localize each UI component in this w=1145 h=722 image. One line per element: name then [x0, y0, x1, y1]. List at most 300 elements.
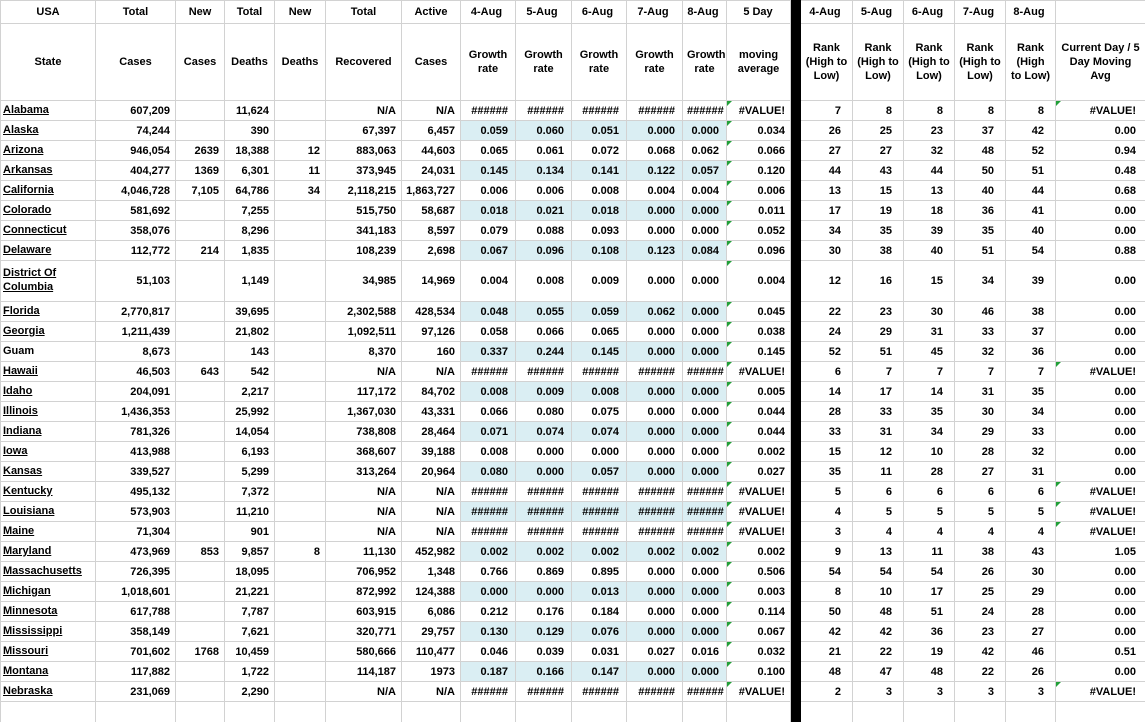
- rank-5aug-cell[interactable]: 23: [853, 302, 904, 322]
- rank-7aug-cell[interactable]: 42: [955, 642, 1006, 662]
- current-day-ratio-cell[interactable]: 0.00: [1056, 562, 1145, 582]
- header-5day-l1[interactable]: 5 Day: [727, 1, 791, 24]
- growth-rate-6aug-cell[interactable]: 0.018: [572, 201, 627, 221]
- rank-6aug-cell[interactable]: 8: [904, 101, 955, 121]
- rank-7aug-cell[interactable]: 46: [955, 302, 1006, 322]
- total-cases-cell[interactable]: 117,882: [96, 662, 176, 682]
- new-deaths-cell[interactable]: [275, 121, 326, 141]
- rank-6aug-cell[interactable]: 51: [904, 602, 955, 622]
- active-cases-cell[interactable]: N/A: [402, 502, 461, 522]
- rank-6aug-cell[interactable]: 30: [904, 302, 955, 322]
- growth-rate-6aug-cell[interactable]: 0.184: [572, 602, 627, 622]
- rank-6aug-cell[interactable]: 14: [904, 382, 955, 402]
- growth-rate-5aug-cell[interactable]: 0.061: [516, 141, 572, 161]
- rank-8aug-cell[interactable]: 42: [1006, 121, 1056, 141]
- growth-rate-7aug-cell[interactable]: 0.000: [627, 422, 683, 442]
- growth-rate-7aug-cell[interactable]: 0.000: [627, 402, 683, 422]
- rank-7aug-cell[interactable]: 5: [955, 502, 1006, 522]
- growth-rate-4aug-cell[interactable]: 0.066: [461, 402, 516, 422]
- header-growth-rate-5[interactable]: Growth rate: [683, 24, 727, 101]
- recovered-cell[interactable]: 2,302,588: [326, 302, 402, 322]
- total-deaths-cell[interactable]: 542: [225, 362, 275, 382]
- header-growth-date-7aug[interactable]: 7-Aug: [627, 1, 683, 24]
- header-rank-5[interactable]: Rank (High to Low): [1006, 24, 1056, 101]
- total-cases-cell[interactable]: 946,054: [96, 141, 176, 161]
- rank-5aug-cell[interactable]: 7: [853, 362, 904, 382]
- growth-rate-6aug-cell[interactable]: 0.147: [572, 662, 627, 682]
- growth-rate-7aug-cell[interactable]: 0.000: [627, 261, 683, 302]
- rank-5aug-cell[interactable]: 47: [853, 662, 904, 682]
- total-cases-cell[interactable]: 701,602: [96, 642, 176, 662]
- rank-6aug-cell[interactable]: 7: [904, 362, 955, 382]
- state-link[interactable]: Minnesota: [3, 605, 57, 617]
- rank-7aug-cell[interactable]: 29: [955, 422, 1006, 442]
- rank-4aug-cell[interactable]: 27: [801, 141, 853, 161]
- rank-7aug-cell[interactable]: 27: [955, 462, 1006, 482]
- rank-5aug-cell[interactable]: 29: [853, 322, 904, 342]
- rank-6aug-cell[interactable]: 28: [904, 462, 955, 482]
- total-deaths-cell[interactable]: 6,193: [225, 442, 275, 462]
- state-link[interactable]: Kentucky: [3, 485, 53, 497]
- growth-rate-7aug-cell[interactable]: ######: [627, 682, 683, 702]
- active-cases-cell[interactable]: 97,126: [402, 322, 461, 342]
- rank-4aug-cell[interactable]: 6: [801, 362, 853, 382]
- header-rank-3[interactable]: Rank (High to Low): [904, 24, 955, 101]
- recovered-cell[interactable]: 515,750: [326, 201, 402, 221]
- rank-6aug-cell[interactable]: 6: [904, 482, 955, 502]
- rank-8aug-cell[interactable]: 27: [1006, 622, 1056, 642]
- total-cases-cell[interactable]: 358,076: [96, 221, 176, 241]
- total-cases-cell[interactable]: 781,326: [96, 422, 176, 442]
- state-cell[interactable]: [1, 522, 96, 542]
- rank-5aug-cell[interactable]: 27: [853, 141, 904, 161]
- rank-4aug-cell[interactable]: 21: [801, 642, 853, 662]
- growth-rate-4aug-cell[interactable]: 0.145: [461, 161, 516, 181]
- growth-rate-6aug-cell[interactable]: 0.013: [572, 582, 627, 602]
- state-link[interactable]: Arizona: [3, 144, 43, 156]
- growth-rate-8aug-cell[interactable]: 0.057: [683, 161, 727, 181]
- new-cases-cell[interactable]: [176, 622, 225, 642]
- rank-6aug-cell[interactable]: 31: [904, 322, 955, 342]
- rank-8aug-cell[interactable]: 30: [1006, 562, 1056, 582]
- new-cases-cell[interactable]: 2639: [176, 141, 225, 161]
- growth-rate-6aug-cell[interactable]: ######: [572, 502, 627, 522]
- moving-average-cell[interactable]: 0.034: [727, 121, 791, 141]
- rank-7aug-cell[interactable]: 30: [955, 402, 1006, 422]
- rank-5aug-cell[interactable]: 42: [853, 622, 904, 642]
- current-day-ratio-cell[interactable]: 0.00: [1056, 261, 1145, 302]
- growth-rate-8aug-cell[interactable]: 0.000: [683, 602, 727, 622]
- state-cell[interactable]: [1, 342, 96, 362]
- total-cases-cell[interactable]: 617,788: [96, 602, 176, 622]
- new-deaths-cell[interactable]: [275, 442, 326, 462]
- rank-5aug-cell[interactable]: 11: [853, 462, 904, 482]
- recovered-cell[interactable]: 108,239: [326, 241, 402, 261]
- new-deaths-cell[interactable]: [275, 302, 326, 322]
- growth-rate-8aug-cell[interactable]: ######: [683, 362, 727, 382]
- header-currentday-ratio[interactable]: Current Day / 5 Day Moving Avg: [1056, 24, 1145, 101]
- header-rank-4[interactable]: Rank (High to Low): [955, 24, 1006, 101]
- new-deaths-cell[interactable]: [275, 682, 326, 702]
- growth-rate-4aug-cell[interactable]: 0.046: [461, 642, 516, 662]
- current-day-ratio-cell[interactable]: 0.88: [1056, 241, 1145, 261]
- state-link[interactable]: Massachusetts: [3, 565, 82, 577]
- rank-7aug-cell[interactable]: 31: [955, 382, 1006, 402]
- moving-average-cell[interactable]: 0.145: [727, 342, 791, 362]
- growth-rate-5aug-cell[interactable]: 0.096: [516, 241, 572, 261]
- growth-rate-6aug-cell[interactable]: 0.076: [572, 622, 627, 642]
- current-day-ratio-cell[interactable]: 0.51: [1056, 642, 1145, 662]
- growth-rate-4aug-cell[interactable]: 0.212: [461, 602, 516, 622]
- growth-rate-8aug-cell[interactable]: 0.000: [683, 221, 727, 241]
- moving-average-cell[interactable]: 0.052: [727, 221, 791, 241]
- rank-4aug-cell[interactable]: 13: [801, 181, 853, 201]
- moving-average-cell[interactable]: #VALUE!: [727, 502, 791, 522]
- new-cases-cell[interactable]: [176, 201, 225, 221]
- state-link[interactable]: Arkansas: [3, 164, 53, 176]
- rank-5aug-cell[interactable]: 35: [853, 221, 904, 241]
- rank-6aug-cell[interactable]: 10: [904, 442, 955, 462]
- rank-4aug-cell[interactable]: 5: [801, 482, 853, 502]
- new-deaths-cell[interactable]: [275, 622, 326, 642]
- state-cell[interactable]: [1, 622, 96, 642]
- total-deaths-cell[interactable]: 11,210: [225, 502, 275, 522]
- new-deaths-cell[interactable]: [275, 101, 326, 121]
- new-cases-cell[interactable]: 643: [176, 362, 225, 382]
- total-deaths-cell[interactable]: 1,149: [225, 261, 275, 302]
- state-link[interactable]: Mississippi: [3, 625, 62, 637]
- growth-rate-5aug-cell[interactable]: ######: [516, 101, 572, 121]
- header-rank-date-4aug[interactable]: 4-Aug: [801, 1, 853, 24]
- state-link[interactable]: District Of Columbia: [3, 267, 56, 293]
- state-link[interactable]: Louisiana: [3, 505, 54, 517]
- growth-rate-6aug-cell[interactable]: 0.074: [572, 422, 627, 442]
- moving-average-cell[interactable]: #VALUE!: [727, 522, 791, 542]
- rank-5aug-cell[interactable]: 5: [853, 502, 904, 522]
- total-cases-cell[interactable]: 473,969: [96, 542, 176, 562]
- new-deaths-cell[interactable]: [275, 201, 326, 221]
- new-cases-cell[interactable]: [176, 101, 225, 121]
- rank-7aug-cell[interactable]: 22: [955, 662, 1006, 682]
- new-deaths-cell[interactable]: 34: [275, 181, 326, 201]
- rank-6aug-cell[interactable]: 17: [904, 582, 955, 602]
- recovered-cell[interactable]: N/A: [326, 522, 402, 542]
- new-deaths-cell[interactable]: [275, 462, 326, 482]
- state-link[interactable]: Colorado: [3, 204, 51, 216]
- recovered-cell[interactable]: 1,092,511: [326, 322, 402, 342]
- state-cell[interactable]: [1, 502, 96, 522]
- current-day-ratio-cell[interactable]: 0.94: [1056, 141, 1145, 161]
- moving-average-cell[interactable]: #VALUE!: [727, 482, 791, 502]
- growth-rate-7aug-cell[interactable]: 0.027: [627, 642, 683, 662]
- rank-4aug-cell[interactable]: 52: [801, 342, 853, 362]
- growth-rate-5aug-cell[interactable]: 0.008: [516, 261, 572, 302]
- current-day-ratio-cell[interactable]: 0.00: [1056, 121, 1145, 141]
- active-cases-cell[interactable]: 1973: [402, 662, 461, 682]
- rank-6aug-cell[interactable]: 11: [904, 542, 955, 562]
- recovered-cell[interactable]: 738,808: [326, 422, 402, 442]
- total-deaths-cell[interactable]: 11,624: [225, 101, 275, 121]
- rank-8aug-cell[interactable]: 37: [1006, 322, 1056, 342]
- state-cell[interactable]: [1, 422, 96, 442]
- growth-rate-6aug-cell[interactable]: 0.008: [572, 181, 627, 201]
- rank-4aug-cell[interactable]: 28: [801, 402, 853, 422]
- new-deaths-cell[interactable]: 8: [275, 542, 326, 562]
- growth-rate-6aug-cell[interactable]: ######: [572, 682, 627, 702]
- rank-8aug-cell[interactable]: 44: [1006, 181, 1056, 201]
- state-cell[interactable]: [1, 141, 96, 161]
- rank-8aug-cell[interactable]: 43: [1006, 542, 1056, 562]
- state-cell[interactable]: [1, 602, 96, 622]
- growth-rate-4aug-cell[interactable]: ######: [461, 482, 516, 502]
- growth-rate-7aug-cell[interactable]: 0.000: [627, 622, 683, 642]
- growth-rate-7aug-cell[interactable]: 0.123: [627, 241, 683, 261]
- growth-rate-8aug-cell[interactable]: 0.000: [683, 582, 727, 602]
- growth-rate-5aug-cell[interactable]: 0.006: [516, 181, 572, 201]
- rank-4aug-cell[interactable]: 15: [801, 442, 853, 462]
- rank-7aug-cell[interactable]: 48: [955, 141, 1006, 161]
- new-cases-cell[interactable]: [176, 562, 225, 582]
- new-cases-cell[interactable]: [176, 522, 225, 542]
- growth-rate-8aug-cell[interactable]: 0.084: [683, 241, 727, 261]
- rank-4aug-cell[interactable]: 50: [801, 602, 853, 622]
- new-deaths-cell[interactable]: [275, 382, 326, 402]
- recovered-cell[interactable]: 114,187: [326, 662, 402, 682]
- current-day-ratio-cell[interactable]: 0.00: [1056, 662, 1145, 682]
- total-deaths-cell[interactable]: 64,786: [225, 181, 275, 201]
- recovered-cell[interactable]: N/A: [326, 682, 402, 702]
- new-cases-cell[interactable]: [176, 342, 225, 362]
- moving-average-cell[interactable]: 0.044: [727, 422, 791, 442]
- growth-rate-6aug-cell[interactable]: 0.057: [572, 462, 627, 482]
- rank-5aug-cell[interactable]: 51: [853, 342, 904, 362]
- current-day-ratio-cell[interactable]: 0.00: [1056, 582, 1145, 602]
- growth-rate-6aug-cell[interactable]: 0.002: [572, 542, 627, 562]
- new-deaths-cell[interactable]: 12: [275, 141, 326, 161]
- rank-7aug-cell[interactable]: 4: [955, 522, 1006, 542]
- state-cell[interactable]: [1, 482, 96, 502]
- state-cell[interactable]: [1, 382, 96, 402]
- rank-8aug-cell[interactable]: 26: [1006, 662, 1056, 682]
- growth-rate-5aug-cell[interactable]: ######: [516, 362, 572, 382]
- growth-rate-6aug-cell[interactable]: 0.108: [572, 241, 627, 261]
- rank-8aug-cell[interactable]: 33: [1006, 422, 1056, 442]
- header-rank-date-6aug[interactable]: 6-Aug: [904, 1, 955, 24]
- rank-5aug-cell[interactable]: 33: [853, 402, 904, 422]
- rank-5aug-cell[interactable]: 54: [853, 562, 904, 582]
- growth-rate-7aug-cell[interactable]: 0.002: [627, 542, 683, 562]
- growth-rate-5aug-cell[interactable]: ######: [516, 482, 572, 502]
- new-deaths-cell[interactable]: [275, 422, 326, 442]
- total-cases-cell[interactable]: 8,673: [96, 342, 176, 362]
- state-link[interactable]: Montana: [3, 665, 48, 677]
- header-recovered-l1[interactable]: Total: [326, 1, 402, 24]
- current-day-ratio-cell[interactable]: 0.48: [1056, 161, 1145, 181]
- new-deaths-cell[interactable]: [275, 662, 326, 682]
- rank-4aug-cell[interactable]: 4: [801, 502, 853, 522]
- growth-rate-8aug-cell[interactable]: 0.000: [683, 342, 727, 362]
- header-growth-rate-1[interactable]: Growth rate: [461, 24, 516, 101]
- active-cases-cell[interactable]: 8,597: [402, 221, 461, 241]
- header-total-deaths-l2[interactable]: Deaths: [225, 24, 275, 101]
- recovered-cell[interactable]: 8,370: [326, 342, 402, 362]
- total-cases-cell[interactable]: 495,132: [96, 482, 176, 502]
- rank-7aug-cell[interactable]: 7: [955, 362, 1006, 382]
- growth-rate-5aug-cell[interactable]: 0.080: [516, 402, 572, 422]
- growth-rate-8aug-cell[interactable]: 0.000: [683, 422, 727, 442]
- total-cases-cell[interactable]: 51,103: [96, 261, 176, 302]
- total-cases-cell[interactable]: 726,395: [96, 562, 176, 582]
- header-recovered-l2[interactable]: Recovered: [326, 24, 402, 101]
- rank-6aug-cell[interactable]: 40: [904, 241, 955, 261]
- rank-8aug-cell[interactable]: 51: [1006, 161, 1056, 181]
- rank-6aug-cell[interactable]: 36: [904, 622, 955, 642]
- recovered-cell[interactable]: 883,063: [326, 141, 402, 161]
- current-day-ratio-cell[interactable]: #VALUE!: [1056, 101, 1145, 121]
- recovered-cell[interactable]: 872,992: [326, 582, 402, 602]
- growth-rate-6aug-cell[interactable]: ######: [572, 101, 627, 121]
- rank-8aug-cell[interactable]: 54: [1006, 241, 1056, 261]
- state-cell[interactable]: [1, 662, 96, 682]
- growth-rate-4aug-cell[interactable]: ######: [461, 101, 516, 121]
- total-cases-cell[interactable]: 573,903: [96, 502, 176, 522]
- active-cases-cell[interactable]: 124,388: [402, 582, 461, 602]
- growth-rate-8aug-cell[interactable]: 0.000: [683, 322, 727, 342]
- growth-rate-8aug-cell[interactable]: ######: [683, 682, 727, 702]
- rank-4aug-cell[interactable]: 9: [801, 542, 853, 562]
- rank-8aug-cell[interactable]: 35: [1006, 382, 1056, 402]
- total-deaths-cell[interactable]: 143: [225, 342, 275, 362]
- growth-rate-6aug-cell[interactable]: 0.031: [572, 642, 627, 662]
- new-deaths-cell[interactable]: [275, 582, 326, 602]
- new-cases-cell[interactable]: [176, 261, 225, 302]
- state-link[interactable]: Kansas: [3, 465, 42, 477]
- total-deaths-cell[interactable]: 390: [225, 121, 275, 141]
- active-cases-cell[interactable]: 6,457: [402, 121, 461, 141]
- total-deaths-cell[interactable]: 14,054: [225, 422, 275, 442]
- growth-rate-5aug-cell[interactable]: ######: [516, 522, 572, 542]
- growth-rate-7aug-cell[interactable]: 0.000: [627, 602, 683, 622]
- growth-rate-4aug-cell[interactable]: 0.008: [461, 442, 516, 462]
- state-cell[interactable]: [1, 322, 96, 342]
- growth-rate-8aug-cell[interactable]: 0.000: [683, 562, 727, 582]
- moving-average-cell[interactable]: 0.096: [727, 241, 791, 261]
- moving-average-cell[interactable]: 0.120: [727, 161, 791, 181]
- state-link[interactable]: Missouri: [3, 645, 48, 657]
- moving-average-cell[interactable]: 0.114: [727, 602, 791, 622]
- growth-rate-7aug-cell[interactable]: 0.000: [627, 662, 683, 682]
- growth-rate-4aug-cell[interactable]: 0.187: [461, 662, 516, 682]
- header-new-cases-l2[interactable]: Cases: [176, 24, 225, 101]
- growth-rate-8aug-cell[interactable]: 0.002: [683, 542, 727, 562]
- growth-rate-7aug-cell[interactable]: 0.000: [627, 382, 683, 402]
- growth-rate-5aug-cell[interactable]: 0.060: [516, 121, 572, 141]
- header-new-deaths-l2[interactable]: Deaths: [275, 24, 326, 101]
- rank-4aug-cell[interactable]: 54: [801, 562, 853, 582]
- rank-4aug-cell[interactable]: 17: [801, 201, 853, 221]
- rank-6aug-cell[interactable]: 18: [904, 201, 955, 221]
- total-deaths-cell[interactable]: 39,695: [225, 302, 275, 322]
- new-cases-cell[interactable]: [176, 402, 225, 422]
- state-link[interactable]: Alabama: [3, 104, 49, 116]
- rank-7aug-cell[interactable]: 34: [955, 261, 1006, 302]
- rank-4aug-cell[interactable]: 30: [801, 241, 853, 261]
- growth-rate-6aug-cell[interactable]: ######: [572, 362, 627, 382]
- new-cases-cell[interactable]: 1369: [176, 161, 225, 181]
- state-cell[interactable]: [1, 201, 96, 221]
- rank-8aug-cell[interactable]: 29: [1006, 582, 1056, 602]
- rank-7aug-cell[interactable]: 37: [955, 121, 1006, 141]
- rank-8aug-cell[interactable]: 38: [1006, 302, 1056, 322]
- new-cases-cell[interactable]: 1768: [176, 642, 225, 662]
- rank-5aug-cell[interactable]: 17: [853, 382, 904, 402]
- recovered-cell[interactable]: 117,172: [326, 382, 402, 402]
- rank-5aug-cell[interactable]: 31: [853, 422, 904, 442]
- new-deaths-cell[interactable]: [275, 602, 326, 622]
- growth-rate-8aug-cell[interactable]: 0.004: [683, 181, 727, 201]
- rank-8aug-cell[interactable]: 31: [1006, 462, 1056, 482]
- new-cases-cell[interactable]: [176, 602, 225, 622]
- total-cases-cell[interactable]: 404,277: [96, 161, 176, 181]
- rank-6aug-cell[interactable]: 45: [904, 342, 955, 362]
- total-cases-cell[interactable]: 71,304: [96, 522, 176, 542]
- growth-rate-6aug-cell[interactable]: 0.093: [572, 221, 627, 241]
- current-day-ratio-cell[interactable]: 1.05: [1056, 542, 1145, 562]
- rank-6aug-cell[interactable]: 34: [904, 422, 955, 442]
- growth-rate-7aug-cell[interactable]: 0.000: [627, 342, 683, 362]
- rank-4aug-cell[interactable]: 2: [801, 682, 853, 702]
- rank-4aug-cell[interactable]: 34: [801, 221, 853, 241]
- header-active-l2[interactable]: Cases: [402, 24, 461, 101]
- state-link[interactable]: California: [3, 184, 54, 196]
- current-day-ratio-cell[interactable]: 0.00: [1056, 302, 1145, 322]
- growth-rate-4aug-cell[interactable]: 0.766: [461, 562, 516, 582]
- growth-rate-6aug-cell[interactable]: 0.145: [572, 342, 627, 362]
- growth-rate-8aug-cell[interactable]: 0.000: [683, 462, 727, 482]
- total-deaths-cell[interactable]: 10,459: [225, 642, 275, 662]
- header-rank-date-8aug[interactable]: 8-Aug: [1006, 1, 1056, 24]
- rank-4aug-cell[interactable]: 12: [801, 261, 853, 302]
- rank-6aug-cell[interactable]: 13: [904, 181, 955, 201]
- rank-7aug-cell[interactable]: 36: [955, 201, 1006, 221]
- header-growth-rate-3[interactable]: Growth rate: [572, 24, 627, 101]
- total-cases-cell[interactable]: 1,018,601: [96, 582, 176, 602]
- rank-7aug-cell[interactable]: 51: [955, 241, 1006, 261]
- growth-rate-8aug-cell[interactable]: 0.000: [683, 662, 727, 682]
- rank-4aug-cell[interactable]: 44: [801, 161, 853, 181]
- growth-rate-5aug-cell[interactable]: 0.066: [516, 322, 572, 342]
- rank-7aug-cell[interactable]: 50: [955, 161, 1006, 181]
- rank-5aug-cell[interactable]: 15: [853, 181, 904, 201]
- new-cases-cell[interactable]: [176, 221, 225, 241]
- growth-rate-5aug-cell[interactable]: 0.176: [516, 602, 572, 622]
- state-cell[interactable]: [1, 402, 96, 422]
- growth-rate-5aug-cell[interactable]: 0.074: [516, 422, 572, 442]
- recovered-cell[interactable]: 313,264: [326, 462, 402, 482]
- growth-rate-4aug-cell[interactable]: 0.130: [461, 622, 516, 642]
- total-cases-cell[interactable]: 231,069: [96, 682, 176, 702]
- recovered-cell[interactable]: 11,130: [326, 542, 402, 562]
- recovered-cell[interactable]: N/A: [326, 502, 402, 522]
- rank-8aug-cell[interactable]: 36: [1006, 342, 1056, 362]
- recovered-cell[interactable]: 603,915: [326, 602, 402, 622]
- rank-6aug-cell[interactable]: 35: [904, 402, 955, 422]
- state-link[interactable]: Indiana: [3, 425, 42, 437]
- recovered-cell[interactable]: N/A: [326, 482, 402, 502]
- growth-rate-6aug-cell[interactable]: 0.009: [572, 261, 627, 302]
- current-day-ratio-cell[interactable]: 0.00: [1056, 342, 1145, 362]
- active-cases-cell[interactable]: 39,188: [402, 442, 461, 462]
